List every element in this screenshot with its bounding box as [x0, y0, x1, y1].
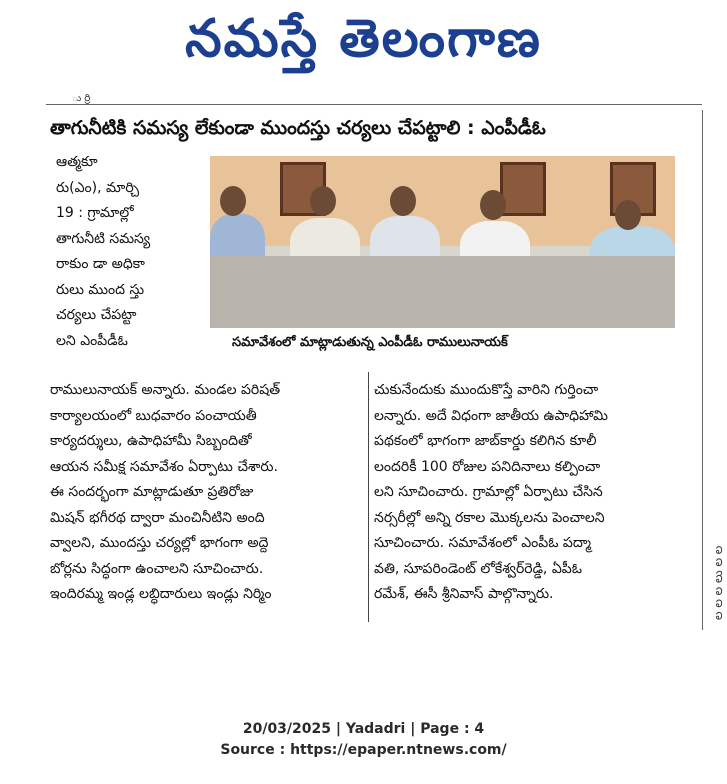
- column-b-line: బోర్లను సిద్ధంగా ఉంచాలని సూచించారు.: [50, 560, 264, 577]
- right-divider: [702, 110, 703, 630]
- column-c-line: లని సూచించారు. గ్రామాల్లో ఏర్పాటు చేసిన: [374, 484, 603, 500]
- headline: తాగునీటికి సమస్య లేకుండా ముందస్తు చర్యలు చేపట్టాలి : ఎంపీడీఓ: [50, 117, 546, 139]
- column-c-line: నర్సరీల్లో అన్ని రకాల మొక్కలను పెంచాలని: [374, 509, 605, 526]
- photo-window: [500, 162, 546, 216]
- footer-source-link[interactable]: Source : https://epaper.ntnews.com/: [220, 742, 507, 758]
- column-c-line: చుకునేందుకు ముందుకొస్తే వారిని గుర్తించా: [374, 382, 599, 398]
- column-b-line: రాములునాయక్ అన్నారు. మండల పరిషత్: [50, 382, 281, 398]
- column-b-line: కార్యాలయంలో బుధవారం పంచాయతీ: [50, 407, 257, 424]
- column-a-line: లని ఎంపీడీఓ: [56, 332, 128, 349]
- column-a: [56, 150, 206, 354]
- column-a-line: చర్యలు చేపట్టా: [56, 307, 137, 323]
- photo-caption: సమావేశంలో మాట్లాడుతున్న ఎంపీడీఓ రాములునాయక్: [232, 335, 508, 350]
- column-b-line: ఆయన సమీక్ష సమావేశం ఏర్పాటు చేశారు.: [50, 458, 278, 475]
- column-a-line: ఆత్మకూ: [56, 154, 98, 170]
- adjacent-article-fragment: ల ల ల లు ల ల: [711, 545, 725, 620]
- column-divider: [368, 372, 369, 622]
- column-c-line: లన్నారు. అదే విధంగా జాతీయ ఉపాధిహామి: [374, 407, 608, 424]
- top-divider: [46, 104, 702, 105]
- column-b-line: ఈ సందర్భంగా మాట్లాడుతూ ప్రతిరోజు: [50, 484, 254, 500]
- column-b: [50, 378, 365, 608]
- photo-table: [210, 256, 675, 328]
- column-b-line: మిషన్ భగీరథ ద్వారా మంచినీటిని అంది: [50, 509, 265, 526]
- column-b-line: వ్వాలని, ముందస్తు చర్యల్లో భాగంగా అద్దె: [50, 535, 269, 551]
- column-c: [374, 378, 674, 608]
- photo-person-head: [615, 200, 641, 230]
- column-b-line: కార్యదర్శులు, ఉపాధిహామీ సిబ్బందితో: [50, 433, 252, 449]
- column-c-line: సూచించారు. సమావేశంలో ఎంపీఓ పద్మా: [374, 535, 591, 551]
- column-c-line: వతి, సూపరిండెంట్ లోకేశ్వర్‌రెడ్డి, ఏపీఓ: [374, 560, 582, 577]
- column-a-line: తాగునీటి సమస్య: [56, 230, 151, 247]
- meeting-photo: [210, 156, 675, 328]
- column-a-line: రాకుం డా అధికా: [56, 256, 145, 272]
- photo-person-head: [390, 186, 416, 216]
- column-a-line: 19 : గ్రామాల్లో: [56, 205, 134, 221]
- clipped-text-fragment: ు ర్రి: [72, 93, 91, 104]
- column-c-line: పథకంలో భాగంగా జాబ్‌కార్డు కలిగిన కూలీ: [374, 433, 597, 449]
- photo-person-head: [310, 186, 336, 216]
- photo-person-head: [480, 190, 506, 220]
- footer-date-edition: 20/03/2025 | Yadadri | Page : 4: [242, 721, 485, 737]
- column-c-line: లందరికీ 100 రోజుల పనిదినాలు కల్పించా: [374, 458, 601, 475]
- column-a-line: రు(ఎం), మార్చి: [56, 179, 140, 196]
- masthead-logo: నమస్తే తెలంగాణ: [185, 8, 542, 69]
- column-c-line: రమేశ్, ఈసీ శ్రీనివాస్ పాల్గొన్నారు.: [374, 586, 554, 602]
- column-a-line: రులు ముంద స్తు: [56, 281, 145, 298]
- photo-person-head: [220, 186, 246, 216]
- column-b-line: ఇందిరమ్మ ఇండ్ల లబ్ధిదారులు ఇండ్లు నిర్మిం: [50, 586, 272, 602]
